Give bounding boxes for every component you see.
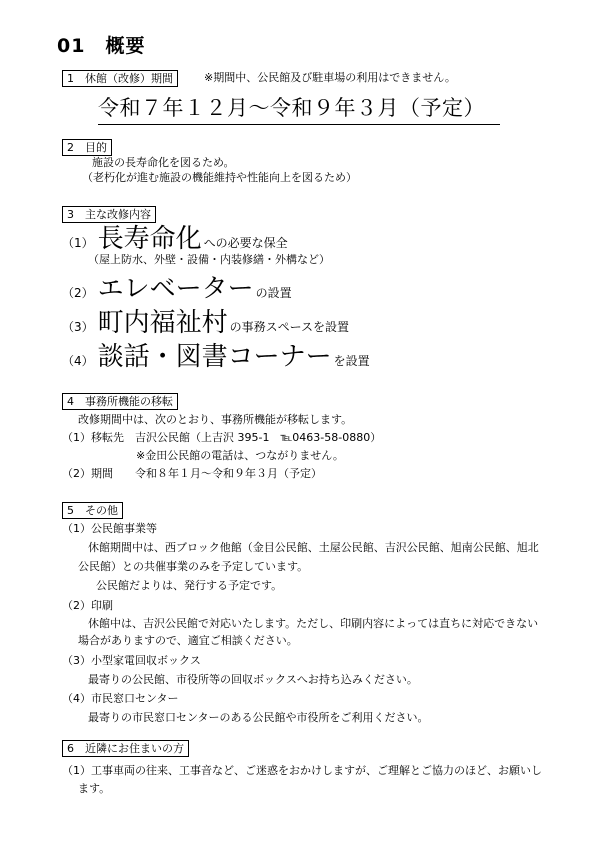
- renovation-item-4: [62, 342, 370, 372]
- other-item-3-heading: （3）小型家電回収ボックス: [62, 654, 201, 667]
- other-item-2-heading: （2）印刷: [62, 599, 113, 612]
- purpose-line-2: （老朽化が進む施設の機能維持や性能向上を図るため）: [82, 171, 357, 184]
- relocation-period: （2）期間 令和８年１月～令和９年３月（予定）: [62, 467, 322, 480]
- section-5-label: 5 その他: [62, 502, 123, 519]
- section-6-label: 6 近隣にお住まいの方: [62, 740, 189, 757]
- section-3-label: 3 主な改修内容: [62, 206, 156, 223]
- other-item-2-line-1: 休館中は、吉沢公民館で対応いたします。ただし、印刷内容によっては直ちに対応できない: [88, 617, 539, 630]
- item-heading: 談話・図書コーナー: [97, 342, 332, 372]
- item-number: （4）: [62, 354, 94, 368]
- other-item-1-heading: （1）公民館事業等: [62, 522, 157, 535]
- item-suffix: の設置: [255, 286, 292, 300]
- item-heading: 町内福祉村: [97, 308, 228, 338]
- section-2-label: 2 目的: [62, 139, 112, 156]
- relocation-destination: （1）移転先 吉沢公民館（上吉沢 395-1 ℡0463-58-0880）: [62, 431, 382, 444]
- renovation-item-2: [62, 274, 292, 304]
- other-item-2-line-2: 場合がありますので、適宜ご相談ください。: [78, 634, 298, 647]
- item-suffix: への必要な保全: [203, 236, 288, 250]
- neighbors-line-2: ます。: [78, 782, 111, 795]
- period-underline: [98, 124, 500, 125]
- phone-note: ※金田公民館の電話は、つながりません。: [136, 449, 344, 462]
- item-suffix: を設置: [333, 354, 370, 368]
- other-item-4-line-1: 最寄りの市民窓口センターのある公民館や市役所をご利用ください。: [88, 711, 429, 724]
- closure-period: 令和７年１２月～令和９年３月（予定）: [98, 96, 485, 120]
- page-title: 01 概要: [57, 35, 146, 57]
- section-1-label: 1 休館（改修）期間: [62, 70, 178, 87]
- other-item-4-heading: （4）市民窓口センター: [62, 692, 179, 705]
- other-item-1-line-1: 休館期間中は、西ブロック他館（金目公民館、土屋公民館、吉沢公民館、旭南公民館、旭北: [88, 541, 539, 554]
- relocation-intro: 改修期間中は、次のとおり、事務所機能が移転します。: [78, 413, 353, 426]
- renovation-item-1-sub: （屋上防水、外壁・設備・内装修繕・外構など）: [88, 253, 330, 266]
- purpose-line-1: 施設の長寿命化を図るため。: [92, 156, 235, 169]
- other-item-3-line-1: 最寄りの公民館、市役所等の回収ボックスへお持ち込みください。: [88, 673, 418, 686]
- renovation-item-1: [62, 224, 288, 254]
- item-number: （3）: [62, 320, 94, 334]
- other-item-1-line-3: 公民館だよりは、発行する予定です。: [96, 579, 283, 592]
- other-item-1-line-2: 公民館）との共催事業のみを予定しています。: [78, 560, 309, 573]
- item-number: （2）: [62, 286, 94, 300]
- item-heading: 長寿命化: [97, 224, 202, 254]
- item-heading: エレベーター: [97, 274, 254, 304]
- section-4-label: 4 事務所機能の移転: [62, 393, 178, 410]
- item-suffix: の事務スペースを設置: [229, 320, 350, 334]
- item-number: （1）: [62, 236, 94, 250]
- renovation-item-3: [62, 308, 349, 338]
- closure-note: ※期間中、公民館及び駐車場の利用はできません。: [204, 71, 456, 84]
- neighbors-line-1: （1）工事車両の往来、工事音など、ご迷惑をおかけしますが、ご理解とご協力のほど、お願いし: [62, 764, 542, 777]
